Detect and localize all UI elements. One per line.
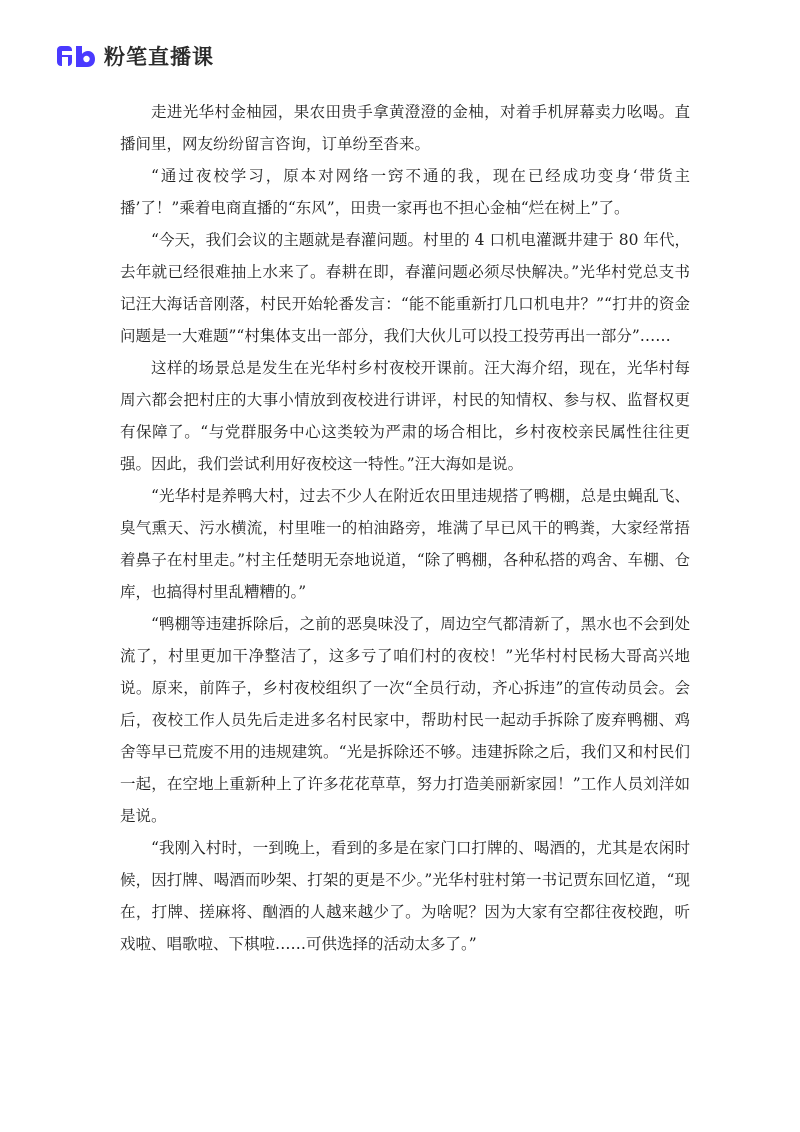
brand-name: 粉笔直播课 [104,45,214,69]
paragraph: “光华村是养鸭大村，过去不少人在附近农田里违规搭了鸭棚，总是虫蝇乱飞、臭气熏天、污水横流，村里唯一的柏油路旁，堆满了早已风干的鸭粪，大家经常捂着鼻子在村里走。”村主任楚明无奈地说道，“除了鸭棚，各种私搭的鸡舍、车棚、仓库，也搞得村里乱糟糟的。” [120,487,690,601]
fenbi-logo-icon [56,44,96,68]
paragraph: “今天，我们会议的主题就是春灌问题。村里的 4 口机电灌溉井建于 80 年代，去年就已经很难抽上水来了。春耕在即，春灌问题必须尽快解决。”光华村党总支书记汪大海话音刚落，村民开始轮番发言：“能不能重新打几口机电井？”“打井的资金问题是一大难题”“村集体支出一部分，我们大伙儿可以投工投劳再出一部分”…… [120,231,690,345]
paragraph: “通过夜校学习，原本对网络一窍不通的我，现在已经成功变身‘带货主播’了！”乘着电商直播的“东风”，田贵一家再也不担心金柚“烂在树上”了。 [120,167,690,217]
article-body [120,96,690,960]
paragraph: “我刚入村时，一到晚上，看到的多是在家门口打牌的、喝酒的，尤其是农闲时候，因打牌、喝酒而吵架、打架的更是不少。”光华村驻村第一书记贾东回忆道，“现在，打牌、搓麻将、酗酒的人越来越少了。为啥呢？因为大家有空都往夜校跑，听戏啦、唱歌啦、下棋啦……可供选择的活动太多了。” [120,839,690,953]
paragraph: 这样的场景总是发生在光华村乡村夜校开课前。汪大海介绍，现在，光华村每周六都会把村庄的大事小情放到夜校进行讲评，村民的知情权、参与权、监督权更有保障了。“与党群服务中心这类较为严肃的场合相比，乡村夜校亲民属性往往更强。因此，我们尝试利用好夜校这一特性。”汪大海如是说。 [120,359,690,473]
paragraph: “鸭棚等违建拆除后，之前的恶臭味没了，周边空气都清新了，黑水也不会到处流了，村里更加干净整洁了，这多亏了咱们村的夜校！”光华村村民杨大哥高兴地说。原来，前阵子，乡村夜校组织了一次“全员行动，齐心拆违”的宣传动员会。会后，夜校工作人员先后走进多名村民家中，帮助村民一起动手拆除了废弃鸭棚、鸡舍等早已荒废不用的违规建筑。“光是拆除还不够。违建拆除之后，我们又和村民们一起，在空地上重新种上了许多花花草草，努力打造美丽新家园！”工作人员刘洋如是说。 [120,615,690,825]
paragraph: 走进光华村金柚园，果农田贵手拿黄澄澄的金柚，对着手机屏幕卖力吆喝。直播间里，网友纷纷留言咨询，订单纷至沓来。 [120,103,690,153]
header [56,40,214,72]
